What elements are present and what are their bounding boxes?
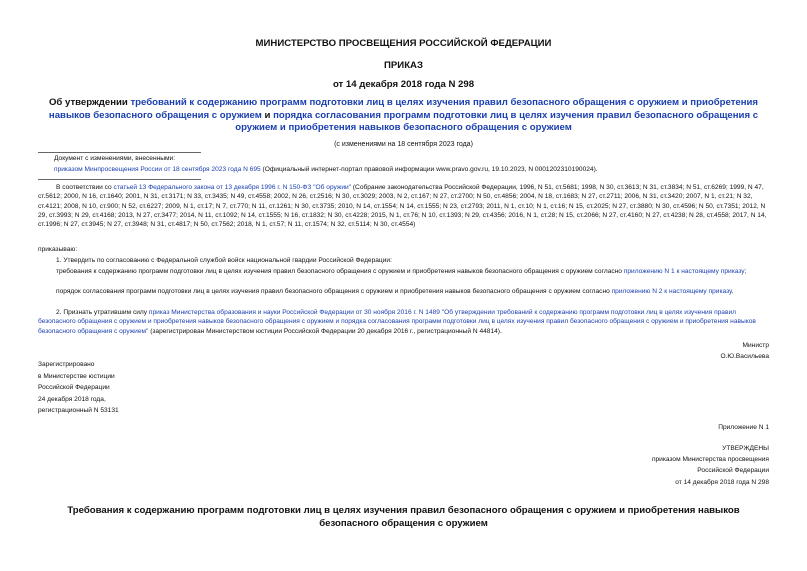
signature-name: О.Ю.Васильева xyxy=(720,353,769,361)
title-link-procedure[interactable]: порядка согласования программ подготовки лиц в целях изучения правил безопасного обращения с оружием и приобретения навыков безопасного обращения с оружием xyxy=(235,109,759,133)
doc-type-heading: ПРИКАЗ xyxy=(384,60,423,71)
appendix-approval-block xyxy=(652,443,769,488)
changes-label: Документ с изменениями, внесенными: xyxy=(54,155,176,162)
registration-line: 24 декабря 2018 года, xyxy=(38,395,106,403)
date-number-heading: от 14 декабря 2018 года N 298 xyxy=(332,79,475,90)
signature-block xyxy=(720,341,769,361)
title-link-requirements[interactable]: требований к содержанию программ подготовки лиц в целях изучения правил безопасного обращения с оружием и приобретения навыков безопасного обращения с оружием xyxy=(48,97,759,121)
item2-rest: (зарегистрирован Министерством юстиции Российской Федерации 20 декабря 2016 г., регистрационный N 44814). xyxy=(148,327,502,335)
registration-block xyxy=(38,359,119,417)
approval-line: Российской Федерации xyxy=(697,467,769,475)
order-procedure xyxy=(38,287,768,296)
changes-block xyxy=(54,154,769,174)
changes-line xyxy=(54,165,769,174)
order-title xyxy=(30,97,777,135)
title-prefix: Об утверждении xyxy=(48,97,131,108)
order-word: приказываю: xyxy=(38,246,78,253)
requirements-end: ; xyxy=(744,268,747,275)
procedure-text: порядок согласования программ подготовки лиц в целях изучения правил безопасного обращения с оружием и приобретения навыков безопасного обращения с оружием согласно xyxy=(56,288,612,295)
procedure-end: . xyxy=(731,288,734,295)
registration-line: регистрационный N 53131 xyxy=(38,407,119,415)
order-item-1: 1. Утвердить по согласованию с Федеральной службой войск национальной гвардии Российской Федерации: xyxy=(56,257,392,264)
appendix-1-link[interactable]: приложению N 1 к настоящему приказу xyxy=(623,268,745,275)
preamble-law-link[interactable]: статьей 13 Федерального закона от 13 декабря 1996 г. N 150-ФЗ "Об оружии" xyxy=(113,184,352,191)
approved-label: УТВЕРЖДЕНЫ xyxy=(722,445,769,452)
preamble-prefix: В соответствии со xyxy=(56,184,114,191)
registration-line: Российской Федерации xyxy=(38,384,110,392)
divider xyxy=(38,152,201,153)
requirements-heading: Требования к содержанию программ подготовки лиц в целях изучения правил безопасного обращения с оружием и приобретения навыков безопасного обращения с оружием xyxy=(67,505,740,529)
preamble-rest: (Собрание законодательства Российской Федерации, 1996, N 51, ст.5681; 1998, N 30, ст.3613; N 31, ст.3834; N 51, ст.6269; 1999, N 47, ст.5612; 2000, N 16, ст.1640; 2001, N 31, ст.3171; N 33, ст.3435; N 49, ст.4558; 2002, N 26, ст.2516; N 30, ст.3029; 2003, N 2, ст.167; N 27, ст.2700; N 50, ст.4856; 2004, N 18, ст.1683; N 27, ст.2711; 2006, N 31, ст.3420; 2007, N 1, ст.21; N 32, ст.4121; 2008, N 10, ст.900; N 52, ст.6227; 2009, N 1, ст.17; N 7, ст.770; N 11, ст.1261; N 30, ст.3735; 2010, N 14, ст.1554; N 14, ст.1555; N 23, ст.2793; 2011, N 1, ст.10; N 1, ст.16; N 15, ст.2025; N 27, ст.3880; N 30, ст.4596; N 50, ст.7351; 2012, N 29, ст.3993; N 29, ст.4168; 2013, N 27, ст.3477; 2014, N 11, ст.1092; N 14, ст.1555; N 16, ст.1832; N 30, ст.4228; 2015, N 1, ст.76; N 10, ст.1393; N 29, ст.4356; 2016, N 1, ст.28; N 15, ст.2066; N 27, ст.4160; N 27, ст.4238; N 28, ст.4558; 2017, N 14, ст.1996; N 27, ст.3945; N 27, ст.3948; N 31, ст.4817; N 50, ст.7562; 2018, N 1, ст.57; N 11, ст.1574; N 32, ст.5114; N 30, ст.4554) xyxy=(38,184,767,229)
approval-line: приказом Министерства просвещения xyxy=(651,456,769,464)
ministry-heading: МИНИСТЕРСТВО ПРОСВЕЩЕНИЯ РОССИЙСКОЙ ФЕДЕРАЦИИ xyxy=(255,38,552,49)
appendix-label: Приложение N 1 xyxy=(718,424,769,431)
repealed-order-link[interactable]: приказ Министерства образования и науки Российской Федерации от 30 ноября 2016 г. N 1489 "Об утверждении требований к содержанию программ подготовки лиц в целях изучения правил безопасного обращения с оружием и приобретения навыков безопасного обращения с оружием и порядка согласования программ подготовки лиц в целях изучения правил безопасного обращения с оружием и приобретения навыков безопасного обращения с оружием" xyxy=(38,309,756,335)
registration-line: Зарегистрировано xyxy=(38,361,95,368)
changes-rest: (Официальный интернет-портал правовой информации www.pravo.gov.ru, 19.10.2023, N 0001202310190024). xyxy=(260,166,598,174)
preamble xyxy=(38,183,768,229)
edition-note: (с изменениями на 18 сентября 2023 года) xyxy=(334,141,473,148)
registration-line: в Министерстве юстиции xyxy=(38,372,115,380)
signature-position: Министр xyxy=(742,342,769,349)
title-middle: и xyxy=(261,109,274,121)
order-item-2 xyxy=(38,308,768,336)
changes-link[interactable]: приказом Минпросвещения России от 18 сентября 2023 года N 695 xyxy=(54,166,261,174)
appendix-2-link[interactable]: приложению N 2 к настоящему приказу xyxy=(611,288,732,295)
divider xyxy=(38,179,201,180)
approval-line: от 14 декабря 2018 года N 298 xyxy=(675,478,769,486)
requirements-text: требования к содержанию программ подготовки лиц в целях изучения правил безопасного обращения с оружием и приобретения навыков безопасного обращения с оружием согласно xyxy=(56,268,624,275)
order-requirements xyxy=(38,267,768,276)
item2-text: 2. Признать утратившим силу xyxy=(56,309,149,316)
